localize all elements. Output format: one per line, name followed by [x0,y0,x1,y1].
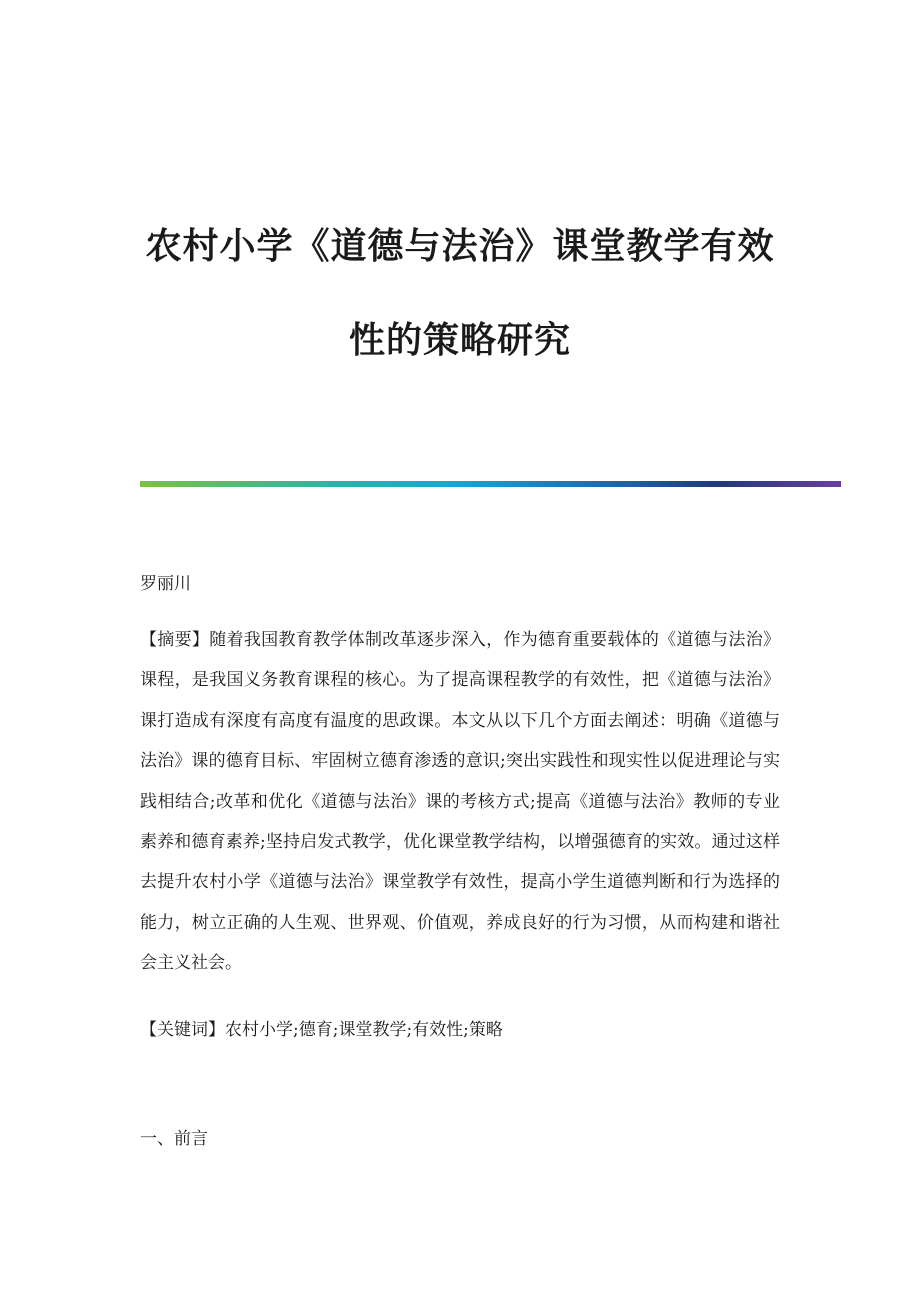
document-title-line-2: 性的策略研究 [348,319,571,361]
keywords-paragraph [140,1015,780,1040]
keywords-text: 农村小学;德育;课堂教学;有效性;策略 [225,1020,503,1040]
keywords-label: 【关键词】 [140,1020,225,1040]
abstract-paragraph [140,620,780,984]
abstract-label: 【摘要】 [140,630,210,650]
document-title-line-1: 农村小学《道德与法治》课堂教学有效 [145,225,775,267]
section-heading-introduction: 一、前言 [140,1129,208,1149]
title-divider-rule [140,481,841,487]
abstract-text: 随着我国教育教学体制改革逐步深入，作为德育重要载体的《道德与法治》课程，是我国义务教育课程的核心。为了提高课程教学的有效性，把《道德与法治》课打造成有深度有高度有温度的思政课。本文从以下几个方面去阐述：明确《道德与法治》课的德育目标、牢固树立德育渗透的意识;突出实践性和现实性以促进理论与实践相结合;改革和优化《道德与法治》课的考核方式;提高《道德与法治》教师的专业素养和德育素养;坚持启发式教学，优化课堂教学结构，以增强德育的实效。通过这样去提升农村小学《道德与法治》课堂教学有效性，提高小学生道德判断和行为选择的能力，树立正确的人生观、世界观、价值观，养成良好的行为习惯，从而构建和谐社会主义社会。 [140,630,781,974]
author-name: 罗丽川 [140,574,191,594]
